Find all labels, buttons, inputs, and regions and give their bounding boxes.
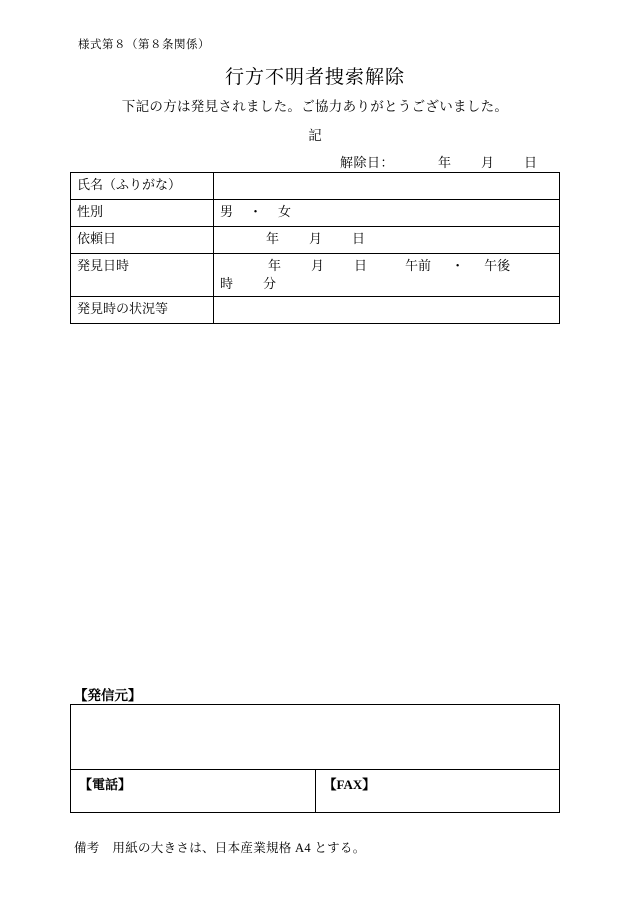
release-date-year: 年	[438, 155, 452, 170]
found-am[interactable]: 午前	[405, 258, 432, 273]
row-value-name[interactable]	[214, 173, 560, 200]
sender-table	[70, 704, 560, 813]
row-label-found-datetime: 発見日時	[71, 254, 214, 297]
request-date-month: 月	[309, 231, 323, 246]
sender-contact-row	[71, 770, 560, 813]
row-value-gender[interactable]	[214, 200, 560, 227]
sender-section-title: 【発信元】	[74, 688, 142, 703]
gender-female[interactable]: 女	[278, 204, 292, 219]
release-date-day: 日	[524, 155, 538, 170]
sender-address-cell[interactable]	[71, 705, 560, 770]
request-date-day: 日	[352, 231, 366, 246]
page-title: 行方不明者捜索解除	[224, 67, 405, 88]
ki-mark: 記	[308, 128, 322, 143]
row-label-gender: 性別	[71, 200, 214, 227]
lead-text: 下記の方は発見されました。ご協力ありがとうございました。	[121, 99, 509, 114]
found-month: 月	[311, 258, 325, 273]
found-hour: 時	[220, 275, 234, 291]
row-label-request-date: 依頼日	[71, 227, 214, 254]
form-number: 様式第８（第８条関係）	[78, 39, 210, 51]
found-pm[interactable]: 午後	[484, 258, 511, 273]
footer-note: 備考 用紙の大きさは、日本産業規格 A4 とする。	[74, 841, 366, 855]
release-date-line	[340, 152, 570, 171]
found-minute: 分	[263, 275, 277, 291]
table-row-name	[71, 173, 560, 200]
found-year: 年	[268, 258, 282, 273]
sender-tel-cell[interactable]: 【電話】	[71, 770, 316, 813]
table-row-found-datetime	[71, 254, 560, 297]
table-row-situation	[71, 297, 560, 324]
missing-person-table	[70, 172, 560, 324]
table-row-request-date	[71, 227, 560, 254]
row-value-found-datetime[interactable]	[214, 254, 560, 297]
release-date-label: 解除日：	[340, 155, 395, 170]
release-date-month: 月	[481, 155, 495, 170]
request-date-year: 年	[266, 231, 280, 246]
gender-separator: ・	[249, 204, 263, 219]
row-value-request-date[interactable]	[214, 227, 560, 254]
row-label-name: 氏名（ふりがな）	[71, 173, 214, 200]
table-row-gender	[71, 200, 560, 227]
row-label-situation: 発見時の状況等	[71, 297, 214, 324]
sender-address-row	[71, 705, 560, 770]
found-day: 日	[354, 258, 368, 273]
found-ampm-separator: ・	[451, 258, 465, 273]
sender-fax-cell[interactable]: 【FAX】	[315, 770, 560, 813]
row-value-situation[interactable]	[214, 297, 560, 324]
gender-male[interactable]: 男	[220, 204, 234, 219]
